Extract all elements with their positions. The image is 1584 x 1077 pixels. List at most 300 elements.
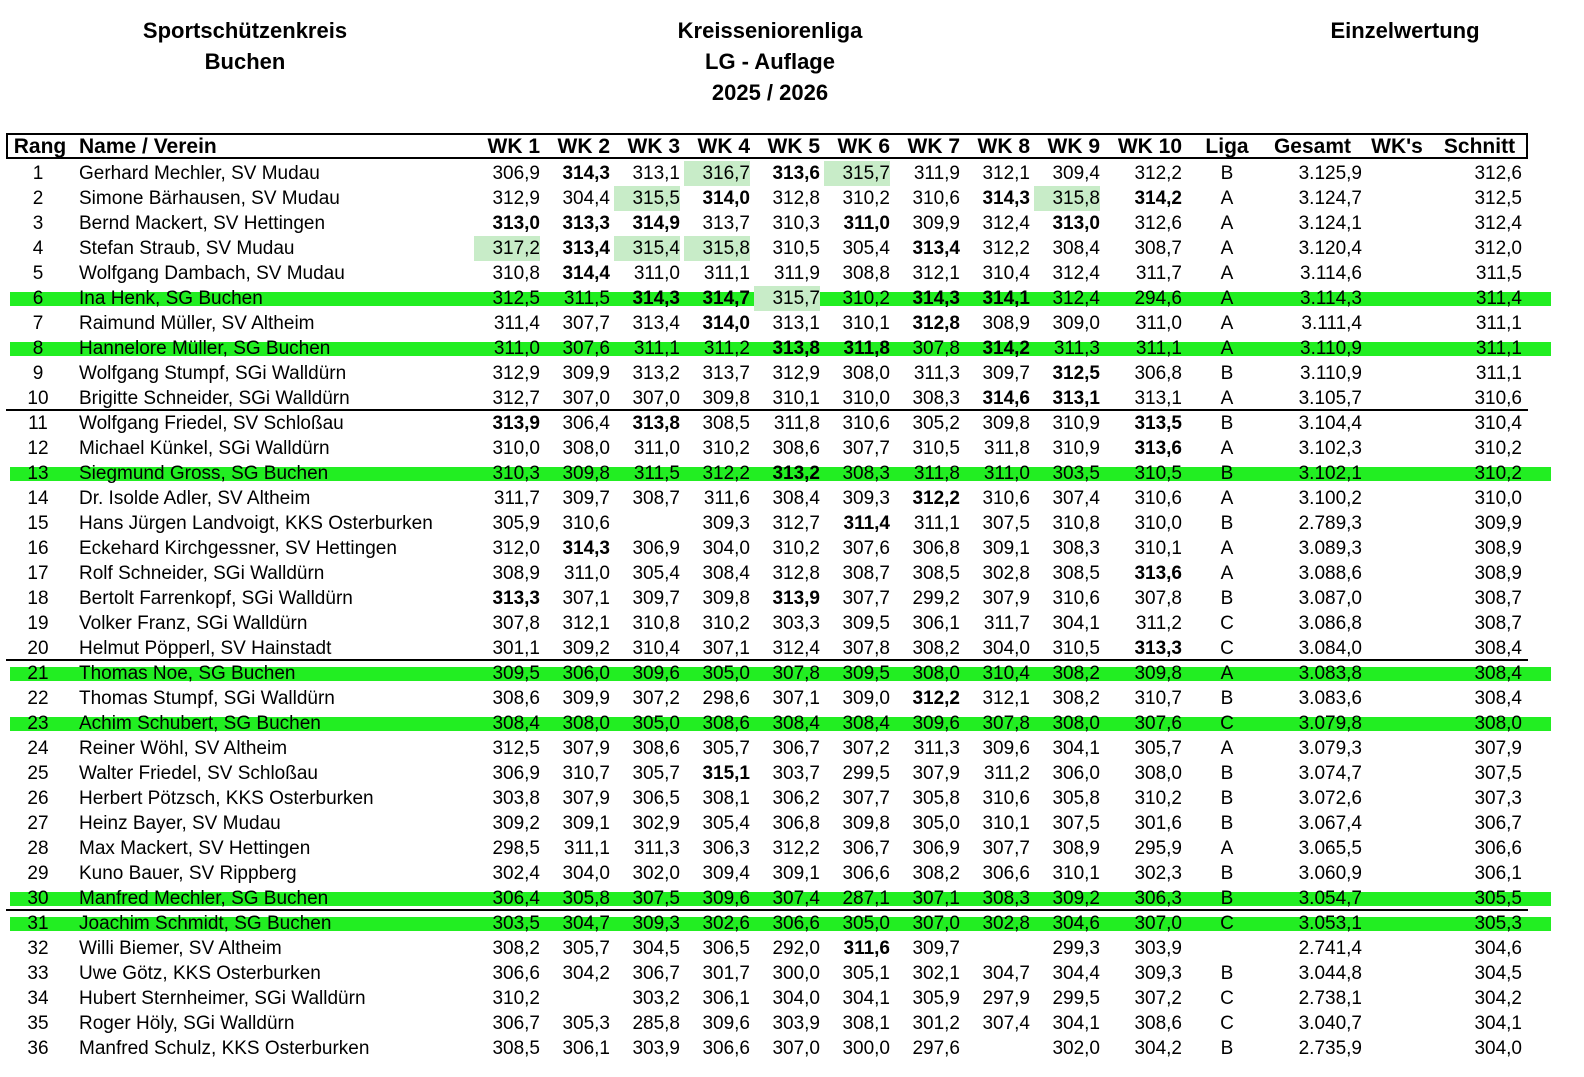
score-cell: 313,2 [632, 363, 680, 384]
score-cell: 311,3 [633, 838, 680, 859]
score-cell: 310,6 [982, 488, 1030, 509]
score-cell: 305,4 [632, 563, 680, 584]
score-cell: 311,5 [633, 463, 680, 484]
rank-cell: 35 [27, 1013, 49, 1034]
name-cell: Brigitte Schneider, SGi Walldürn [79, 388, 350, 409]
score-cell: 309,4 [702, 863, 750, 884]
score-cell: 310,4 [982, 263, 1030, 284]
score-cell: 309,4 [1052, 163, 1100, 184]
column-header[interactable]: Rang [13, 135, 67, 158]
score-cell: 312,2 [1134, 163, 1182, 184]
column-header[interactable]: WK 8 [977, 135, 1030, 158]
league-cell: B [1220, 963, 1234, 984]
score-cell: 292,0 [772, 938, 820, 959]
score-cell: 314,2 [1134, 188, 1182, 209]
league-cell: A [1220, 313, 1234, 334]
league-cell: A [1220, 213, 1234, 234]
score-cell: 306,1 [702, 988, 750, 1009]
league-cell: A [1220, 838, 1234, 859]
score-cell: 304,0 [772, 988, 820, 1009]
score-cell: 313,1 [1134, 388, 1182, 409]
score-cell: 315,4 [614, 236, 680, 261]
score-cell: 308,2 [912, 638, 960, 659]
name-cell: Helmut Pöpperl, SV Hainstadt [79, 638, 332, 659]
average-cell: 306,7 [1474, 813, 1522, 834]
table-row[interactable] [0, 311, 1584, 336]
rank-cell: 19 [27, 613, 49, 634]
table-row[interactable] [0, 411, 1584, 436]
score-cell: 308,4 [842, 713, 890, 734]
score-cell: 314,9 [632, 213, 680, 234]
score-cell: 305,0 [632, 713, 680, 734]
rank-cell: 20 [27, 638, 49, 659]
league-title: Kreisseniorenliga [677, 18, 863, 43]
score-cell: 312,2 [912, 488, 960, 509]
score-cell: 306,1 [562, 1038, 610, 1059]
column-header[interactable]: WK's [1371, 135, 1423, 158]
column-header[interactable]: WK 5 [767, 135, 820, 158]
score-cell: 309,2 [562, 638, 610, 659]
score-cell: 306,7 [772, 738, 820, 759]
name-cell: Volker Franz, SGi Walldürn [79, 613, 308, 634]
total-cell: 3.114,6 [1300, 263, 1362, 284]
score-cell: 311,3 [1053, 338, 1100, 359]
score-cell: 309,1 [982, 538, 1030, 559]
average-cell: 306,1 [1474, 863, 1522, 884]
rank-cell: 7 [32, 313, 44, 334]
total-cell: 3.060,9 [1298, 863, 1362, 884]
score-cell: 308,0 [562, 438, 610, 459]
score-cell: 311,9 [773, 263, 820, 284]
rank-cell: 10 [27, 388, 49, 409]
score-cell: 307,4 [772, 888, 820, 909]
score-cell: 305,7 [632, 763, 680, 784]
score-cell: 310,6 [842, 413, 890, 434]
score-cell: 313,4 [632, 313, 680, 334]
score-cell: 312,4 [982, 213, 1030, 234]
score-cell: 309,7 [562, 488, 610, 509]
table-row[interactable] [0, 461, 1584, 486]
table-row[interactable] [0, 361, 1584, 386]
score-cell: 309,7 [632, 588, 680, 609]
score-cell: 315,8 [684, 236, 750, 261]
rank-cell: 16 [27, 538, 49, 559]
total-cell: 3.083,6 [1298, 688, 1362, 709]
score-cell: 310,5 [912, 438, 960, 459]
score-cell: 313,7 [702, 213, 750, 234]
table-row[interactable] [0, 261, 1584, 286]
table-row[interactable] [0, 536, 1584, 561]
table-row[interactable] [0, 711, 1584, 736]
score-cell: 313,6 [1134, 563, 1182, 584]
score-cell: 313,3 [492, 588, 540, 609]
league-cell: B [1220, 413, 1234, 434]
score-cell: 313,2 [772, 463, 820, 484]
score-cell: 309,3 [842, 488, 890, 509]
score-cell: 297,6 [912, 1038, 960, 1059]
score-cell: 311,4 [843, 513, 890, 534]
score-cell: 307,9 [912, 763, 960, 784]
score-cell: 310,1 [772, 388, 820, 409]
score-cell: 308,2 [1052, 663, 1100, 684]
score-cell: 307,8 [912, 338, 960, 359]
league-cell: A [1220, 238, 1234, 259]
score-cell: 311,0 [633, 263, 680, 284]
score-cell: 312,7 [492, 388, 540, 409]
score-cell: 305,4 [702, 813, 750, 834]
score-cell: 303,8 [492, 788, 540, 809]
score-cell: 310,1 [1134, 538, 1182, 559]
score-cell: 301,7 [702, 963, 750, 984]
total-cell: 3.054,7 [1298, 888, 1362, 909]
score-cell: 301,2 [912, 1013, 960, 1034]
score-cell: 313,4 [912, 238, 960, 259]
rank-cell: 22 [27, 688, 49, 709]
score-cell: 300,0 [772, 963, 820, 984]
column-header[interactable]: WK 10 [1117, 135, 1182, 158]
score-cell: 313,9 [492, 413, 540, 434]
score-cell: 310,9 [1052, 438, 1100, 459]
score-cell: 304,1 [1052, 738, 1100, 759]
average-cell: 308,0 [1474, 713, 1522, 734]
column-header[interactable]: WK 1 [487, 135, 540, 158]
score-cell: 306,9 [632, 538, 680, 559]
score-cell: 303,9 [1134, 938, 1182, 959]
score-cell: 303,5 [1052, 463, 1100, 484]
table-row[interactable] [0, 886, 1584, 911]
score-cell: 307,9 [562, 788, 610, 809]
score-cell: 308,3 [1052, 538, 1100, 559]
score-cell: 309,0 [842, 688, 890, 709]
score-cell: 308,6 [702, 713, 750, 734]
score-cell: 308,2 [492, 938, 540, 959]
rank-cell: 23 [27, 713, 49, 734]
column-header[interactable]: Schnitt [1443, 135, 1516, 158]
score-cell: 307,2 [842, 738, 890, 759]
league-cell: A [1220, 288, 1234, 309]
league-cell: A [1220, 338, 1234, 359]
table-row[interactable] [0, 161, 1584, 186]
score-cell: 310,6 [1052, 588, 1100, 609]
league-cell: B [1220, 888, 1234, 909]
name-cell: Hannelore Müller, SG Buchen [79, 338, 331, 359]
total-cell: 3.044,8 [1298, 963, 1362, 984]
average-cell: 308,7 [1474, 613, 1522, 634]
score-cell: 304,5 [632, 938, 680, 959]
score-cell: 311,2 [983, 763, 1030, 784]
score-cell: 306,9 [912, 838, 960, 859]
average-cell: 308,4 [1474, 688, 1522, 709]
table-row[interactable] [0, 436, 1584, 461]
score-cell: 311,8 [773, 413, 820, 434]
score-cell: 314,6 [982, 388, 1030, 409]
score-cell: 308,2 [1052, 688, 1100, 709]
score-cell: 307,9 [982, 588, 1030, 609]
rank-cell: 6 [32, 288, 44, 309]
total-cell: 3.072,6 [1298, 788, 1362, 809]
score-cell: 311,0 [1135, 313, 1182, 334]
column-header[interactable]: Liga [1205, 135, 1249, 158]
score-cell: 315,8 [1034, 186, 1100, 211]
score-cell: 307,8 [982, 713, 1030, 734]
score-cell: 299,5 [1052, 988, 1100, 1009]
score-cell: 304,1 [1052, 613, 1100, 634]
column-header[interactable]: WK 4 [697, 135, 750, 158]
score-cell: 309,1 [562, 813, 610, 834]
rank-cell: 36 [27, 1038, 49, 1059]
table-row[interactable] [0, 561, 1584, 586]
average-cell: 304,2 [1474, 988, 1522, 1009]
score-cell: 304,1 [842, 988, 890, 1009]
score-cell: 306,7 [632, 963, 680, 984]
table-row[interactable] [0, 861, 1584, 886]
name-cell: Wolfgang Friedel, SV Schloßau [79, 413, 344, 434]
header-right [1300, 15, 1510, 46]
total-cell: 3.104,4 [1298, 413, 1362, 434]
table-row[interactable] [0, 386, 1584, 411]
table-row[interactable] [0, 586, 1584, 611]
header-left [100, 15, 390, 77]
column-header[interactable]: WK 2 [557, 135, 610, 158]
score-cell: 308,5 [912, 563, 960, 584]
score-cell: 314,3 [912, 288, 960, 309]
score-cell: 313,0 [1052, 213, 1100, 234]
score-cell: 304,7 [562, 913, 610, 934]
score-cell: 306,8 [772, 813, 820, 834]
score-cell: 310,7 [1134, 688, 1182, 709]
name-cell: Walter Friedel, SV Schloßau [79, 763, 318, 784]
score-cell: 313,6 [772, 163, 820, 184]
name-cell: Joachim Schmidt, SG Buchen [79, 913, 332, 934]
score-cell: 309,1 [772, 863, 820, 884]
score-cell: 308,6 [1134, 1013, 1182, 1034]
total-cell: 3.105,7 [1298, 388, 1362, 409]
average-cell: 304,5 [1474, 963, 1522, 984]
name-cell: Thomas Noe, SG Buchen [79, 663, 296, 684]
score-cell: 310,1 [842, 313, 890, 334]
score-cell: 311,2 [1135, 613, 1182, 634]
score-cell: 307,2 [632, 688, 680, 709]
average-cell: 308,4 [1474, 663, 1522, 684]
column-header[interactable]: WK 7 [907, 135, 960, 158]
score-cell: 307,5 [982, 513, 1030, 534]
total-cell: 3.125,9 [1298, 163, 1362, 184]
total-cell: 3.114,3 [1300, 288, 1362, 309]
score-cell: 300,0 [842, 1038, 890, 1059]
table-row[interactable] [0, 336, 1584, 361]
score-cell: 312,6 [1134, 213, 1182, 234]
table-row[interactable] [0, 986, 1584, 1011]
table-row[interactable] [0, 811, 1584, 836]
score-cell: 312,1 [912, 263, 960, 284]
score-cell: 311,1 [633, 338, 680, 359]
column-header[interactable]: WK 3 [627, 135, 680, 158]
score-cell: 304,7 [982, 963, 1030, 984]
score-cell: 312,4 [1052, 288, 1100, 309]
average-cell: 305,5 [1474, 888, 1522, 909]
score-cell: 309,8 [982, 413, 1030, 434]
score-cell: 307,8 [492, 613, 540, 634]
score-cell: 309,2 [492, 813, 540, 834]
total-cell: 3.089,3 [1298, 538, 1362, 559]
score-cell: 302,8 [982, 563, 1030, 584]
average-cell: 312,6 [1474, 163, 1522, 184]
league-cell: A [1220, 438, 1234, 459]
average-cell: 304,0 [1474, 1038, 1522, 1059]
score-cell: 306,4 [562, 413, 610, 434]
score-cell: 307,0 [912, 913, 960, 934]
score-cell: 308,5 [1052, 563, 1100, 584]
average-cell: 309,9 [1474, 513, 1522, 534]
average-cell: 312,4 [1474, 213, 1522, 234]
score-cell: 310,2 [842, 288, 890, 309]
score-cell: 313,1 [1052, 388, 1100, 409]
score-cell: 311,8 [913, 463, 960, 484]
league-cell: B [1220, 463, 1234, 484]
average-cell: 305,3 [1474, 913, 1522, 934]
score-cell: 308,1 [842, 1013, 890, 1034]
score-cell: 307,9 [562, 738, 610, 759]
rank-cell: 32 [27, 938, 49, 959]
table-row[interactable] [0, 936, 1584, 961]
score-cell: 308,7 [1134, 238, 1182, 259]
table-row[interactable] [0, 761, 1584, 786]
score-cell: 309,5 [842, 663, 890, 684]
rank-cell: 17 [27, 563, 49, 584]
total-cell: 2.735,9 [1298, 1038, 1362, 1059]
table-row[interactable] [0, 786, 1584, 811]
league-cell: B [1220, 513, 1234, 534]
total-cell: 3.053,1 [1298, 913, 1362, 934]
table-row[interactable] [0, 1036, 1584, 1061]
score-cell: 310,2 [492, 988, 540, 1009]
name-cell: Manfred Schulz, KKS Osterburken [79, 1038, 370, 1059]
column-header[interactable]: WK 9 [1047, 135, 1100, 158]
score-cell: 298,5 [492, 838, 540, 859]
score-cell: 305,1 [842, 963, 890, 984]
league-cell: B [1220, 1038, 1234, 1059]
score-cell: 307,6 [842, 538, 890, 559]
rank-cell: 14 [27, 488, 49, 509]
score-cell: 312,8 [772, 563, 820, 584]
score-cell: 307,1 [562, 588, 610, 609]
score-cell: 285,8 [632, 1013, 680, 1034]
score-cell: 308,7 [632, 488, 680, 509]
score-cell: 307,1 [772, 688, 820, 709]
table-row[interactable] [0, 236, 1584, 261]
score-cell: 311,0 [843, 213, 890, 234]
table-row[interactable] [0, 511, 1584, 536]
season-title: 2025 / 2026 [711, 80, 829, 105]
score-cell: 308,4 [702, 563, 750, 584]
score-cell: 312,1 [562, 613, 610, 634]
table-row[interactable] [0, 836, 1584, 861]
column-header[interactable]: Gesamt [1273, 135, 1352, 158]
score-cell: 312,0 [492, 538, 540, 559]
score-cell: 309,6 [982, 738, 1030, 759]
score-cell: 311,0 [633, 438, 680, 459]
score-cell: 308,6 [632, 738, 680, 759]
score-cell: 313,5 [1134, 413, 1182, 434]
score-cell: 310,8 [492, 263, 540, 284]
score-cell: 313,6 [1134, 438, 1182, 459]
score-cell: 310,0 [492, 438, 540, 459]
score-cell: 312,8 [772, 188, 820, 209]
score-cell: 313,3 [562, 213, 610, 234]
table-row[interactable] [0, 1011, 1584, 1036]
league-cell: A [1220, 388, 1234, 409]
rank-cell: 34 [27, 988, 49, 1009]
score-cell: 310,4 [632, 638, 680, 659]
score-cell: 311,0 [563, 563, 610, 584]
discipline-title: LG - Auflage [705, 49, 835, 74]
column-header[interactable]: WK 6 [837, 135, 890, 158]
table-row[interactable] [0, 686, 1584, 711]
score-cell: 295,9 [1134, 838, 1182, 859]
score-cell: 310,2 [702, 613, 750, 634]
table-row[interactable] [0, 611, 1584, 636]
score-cell: 312,5 [492, 288, 540, 309]
score-cell: 311,8 [843, 338, 890, 359]
table-row[interactable] [0, 286, 1584, 311]
score-cell: 310,3 [492, 463, 540, 484]
name-cell: Bertolt Farrenkopf, SGi Walldürn [79, 588, 353, 609]
score-cell: 310,2 [702, 438, 750, 459]
score-cell: 304,2 [562, 963, 610, 984]
table-row[interactable] [0, 911, 1584, 936]
score-cell: 308,5 [702, 413, 750, 434]
name-cell: Hubert Sternheimer, SGi Walldürn [79, 988, 366, 1009]
score-cell: 308,0 [1134, 763, 1182, 784]
table-row[interactable] [0, 661, 1584, 686]
table-row[interactable] [0, 636, 1584, 661]
table-row[interactable] [0, 736, 1584, 761]
rank-cell: 31 [27, 913, 49, 934]
header-center [620, 15, 920, 108]
league-cell: A [1220, 563, 1234, 584]
score-cell: 302,4 [492, 863, 540, 884]
score-cell: 308,1 [702, 788, 750, 809]
score-cell: 305,4 [842, 238, 890, 259]
score-cell: 307,7 [842, 788, 890, 809]
table-row[interactable] [0, 186, 1584, 211]
name-cell: Heinz Bayer, SV Mudau [79, 813, 281, 834]
score-cell: 311,0 [493, 338, 540, 359]
score-cell: 313,1 [632, 163, 680, 184]
score-cell: 313,4 [562, 238, 610, 259]
score-cell: 314,0 [702, 188, 750, 209]
table-row[interactable] [0, 211, 1584, 236]
column-header[interactable]: Name / Verein [79, 135, 217, 158]
total-cell: 3.086,8 [1298, 613, 1362, 634]
score-cell: 310,2 [842, 188, 890, 209]
score-cell: 305,2 [912, 413, 960, 434]
score-cell: 305,7 [562, 938, 610, 959]
total-cell: 2.738,1 [1298, 988, 1362, 1009]
total-cell: 3.088,6 [1298, 563, 1362, 584]
score-cell: 309,8 [702, 588, 750, 609]
score-cell: 309,0 [1052, 313, 1100, 334]
score-cell: 307,7 [982, 838, 1030, 859]
score-cell: 310,2 [1134, 788, 1182, 809]
table-row[interactable] [0, 961, 1584, 986]
name-cell: Gerhard Mechler, SV Mudau [79, 163, 320, 184]
score-cell: 306,8 [1134, 363, 1182, 384]
table-row[interactable] [0, 486, 1584, 511]
score-cell: 310,8 [632, 613, 680, 634]
score-cell: 307,1 [912, 888, 960, 909]
score-cell: 304,6 [1052, 913, 1100, 934]
